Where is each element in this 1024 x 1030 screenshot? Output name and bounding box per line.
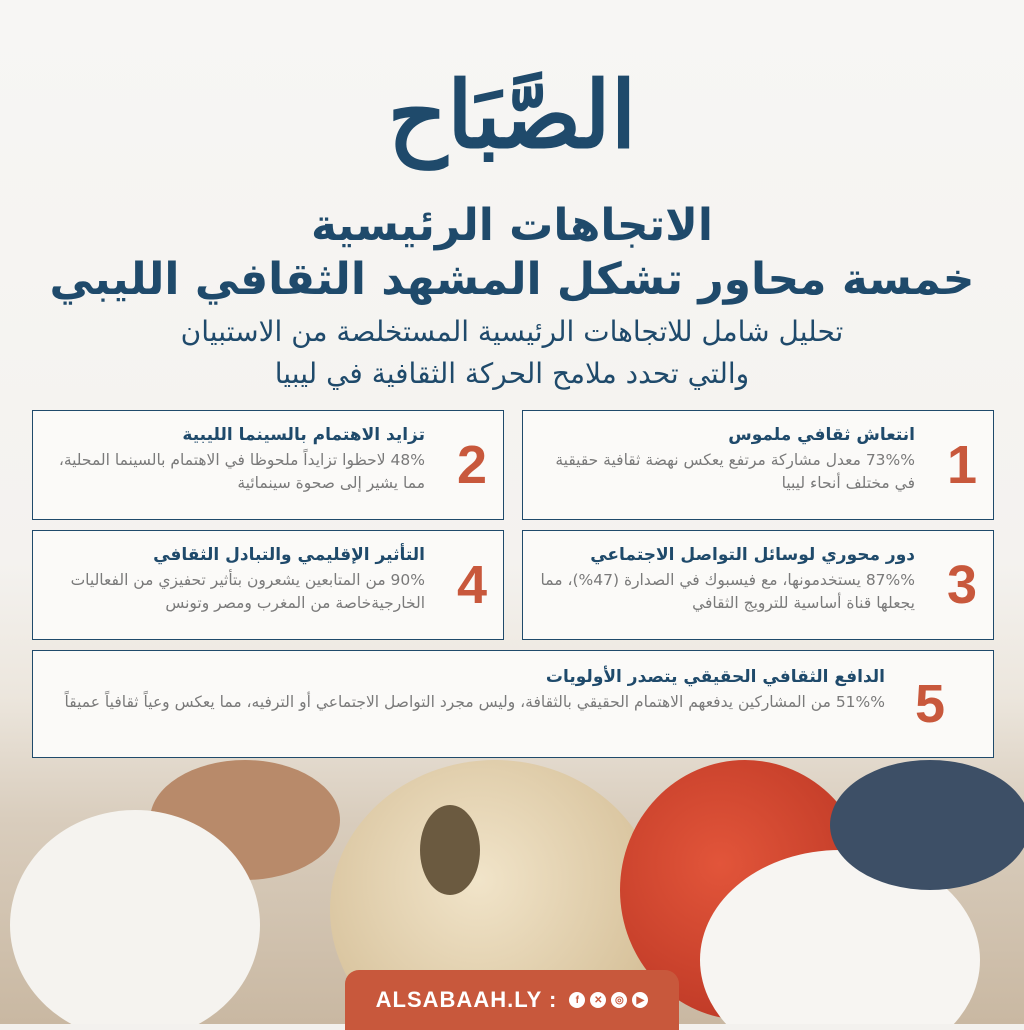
card-number: 2 — [456, 435, 487, 495]
white-cloth-left — [10, 810, 260, 1024]
trend-card-5 — [32, 650, 994, 758]
page-title-line1: الاتجاهات الرئيسية — [310, 200, 714, 251]
page-title-line2: خمسة محاور تشكل المشهد الثقافي الليبي — [49, 254, 975, 305]
card-title: تزايد الاهتمام بالسينما الليبية — [182, 425, 425, 445]
website-link[interactable]: ALSABAAH.LY : — [375, 987, 558, 1012]
card-title: الدافع الثقافي الحقيقي يتصدر الأولويات — [545, 667, 885, 687]
instagram-icon[interactable]: ◎ — [611, 992, 627, 1008]
card-description: 90% من المتابعين يشعرون بتأثير تحفيزي من الفعاليات الخارجيةخاصة من المغرب ومصر وتونس — [70, 571, 425, 612]
trend-card-1 — [522, 410, 994, 520]
youtube-icon[interactable]: ▶ — [632, 992, 648, 1008]
card-description: 48% لاحظوا تزايداً ملحوظا في الاهتمام بالسينما المحلية، مما يشير إلى صحوة سينمائية — [58, 451, 425, 492]
x-icon[interactable]: ✕ — [590, 992, 606, 1008]
card-title: انتعاش ثقافي ملموس — [728, 425, 915, 445]
card-number: 3 — [946, 555, 977, 615]
drum-center — [420, 805, 480, 895]
card-number: 1 — [946, 435, 977, 495]
card-title: التأثير الإقليمي والتبادل الثقافي — [153, 545, 425, 565]
card-description: 51%% من المشاركين يدفعهم الاهتمام الحقيقي بالثقافة، وليس مجرد التواصل الاجتماعي أو الترفيه، مما يعكس وعياً ثقافياً عميقاً — [64, 693, 885, 711]
dark-cloth — [830, 760, 1024, 890]
trend-card-4 — [32, 530, 504, 640]
card-description: 73%% معدل مشاركة مرتفع يعكس نهضة ثقافية حقيقية في مختلف أنحاء ليبيا — [555, 451, 915, 492]
trend-card-3 — [522, 530, 994, 640]
facebook-icon[interactable]: f — [569, 992, 585, 1008]
card-title: دور محوري لوسائل التواصل الاجتماعي — [590, 545, 915, 565]
subtitle-line2: والتي تحدد ملامح الحركة الثقافية في ليبيا — [274, 357, 750, 390]
logo-text: الصَّبَاح — [387, 61, 637, 169]
logo — [0, 55, 1024, 175]
subtitle-line1: تحليل شامل للاتجاهات الرئيسية المستخلصة من الاستبيان — [180, 315, 844, 348]
card-number: 5 — [914, 674, 945, 734]
social-links — [569, 992, 648, 1008]
trend-card-2 — [32, 410, 504, 520]
footer-bar — [345, 970, 679, 1030]
card-number: 4 — [456, 555, 487, 615]
card-description: 87%% يستخدمونها، مع فيسبوك في الصدارة (47%)، مما يجعلها قناة أساسية للترويج الثقافي — [540, 571, 915, 612]
